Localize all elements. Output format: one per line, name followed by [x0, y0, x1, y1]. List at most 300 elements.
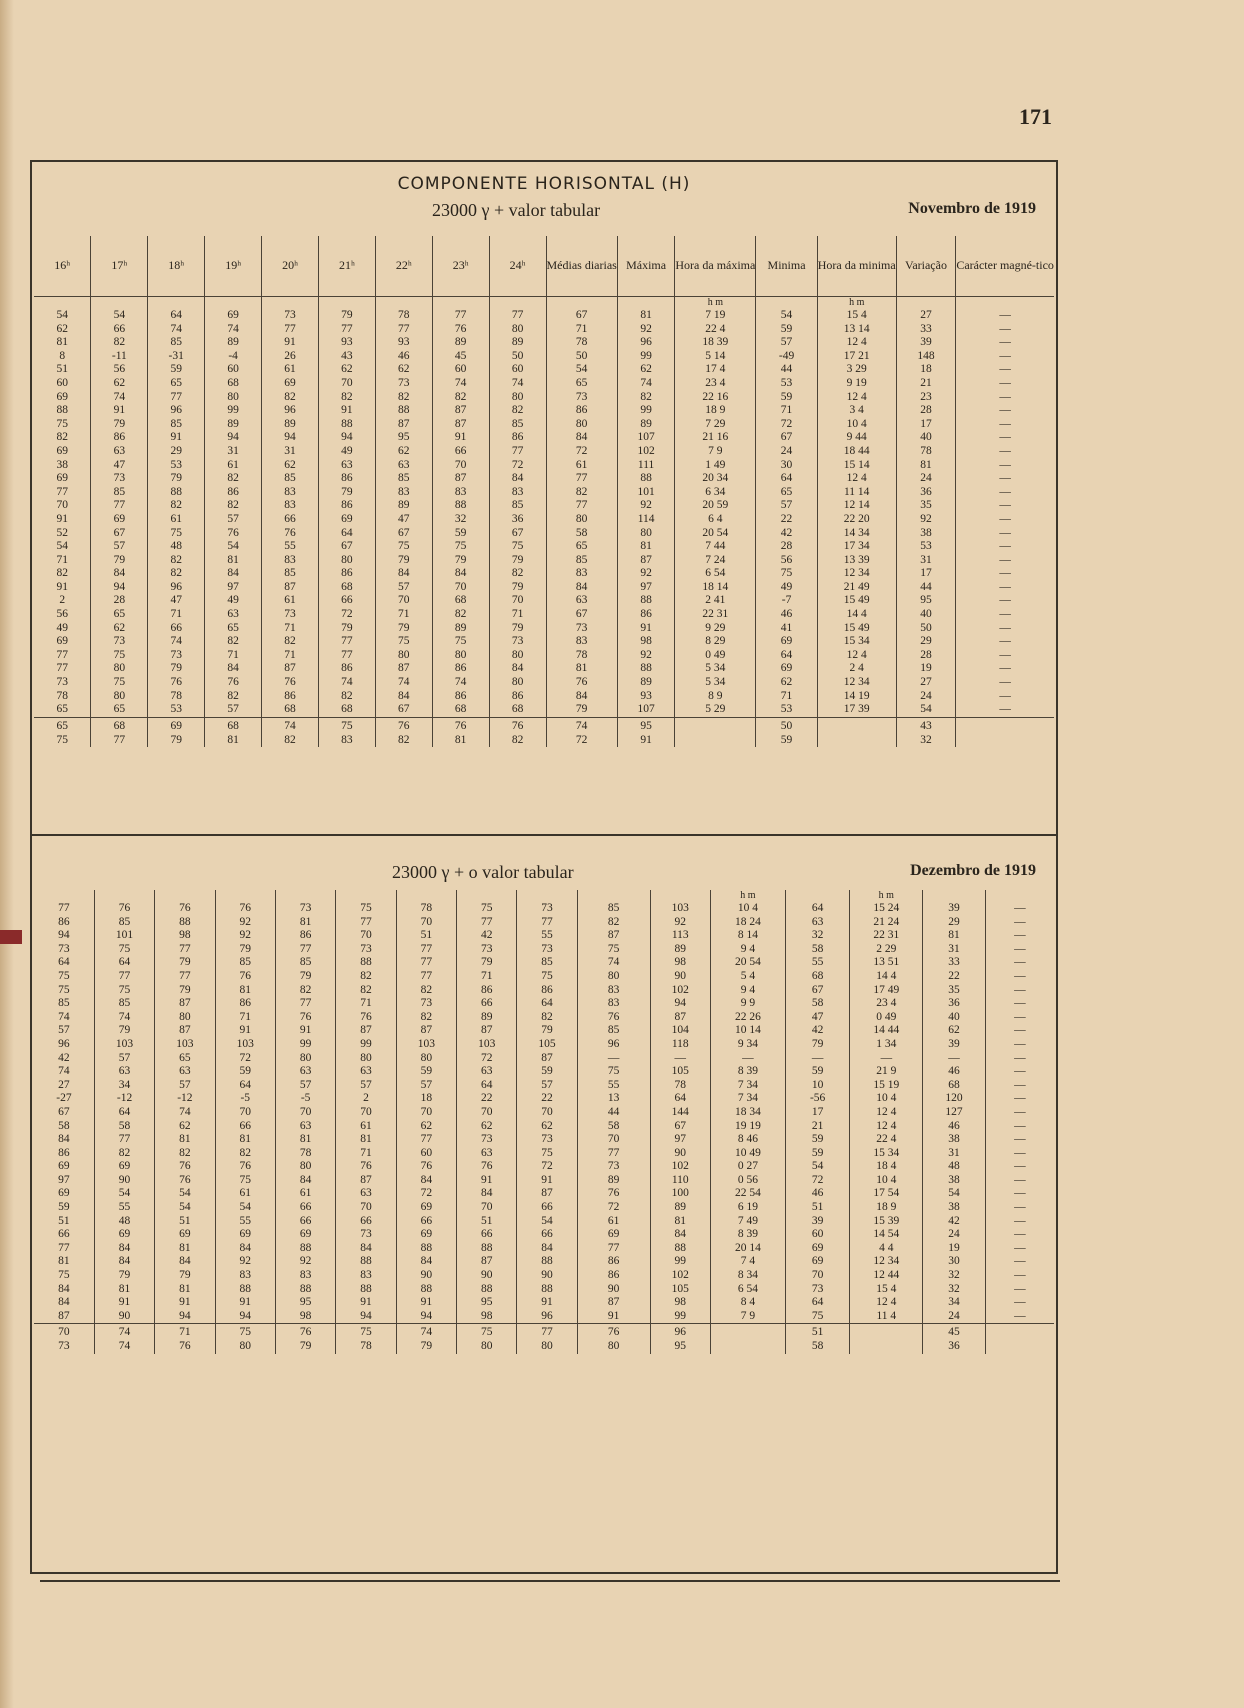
table-cell: 21 49: [817, 581, 896, 595]
table-cell: —: [985, 1255, 1054, 1269]
table-cell: 55: [517, 929, 577, 943]
table-cell: 80: [91, 662, 148, 676]
table-cell: 97: [650, 1133, 710, 1147]
table-cell: —: [956, 567, 1054, 581]
table-cell: 100: [650, 1187, 710, 1201]
table-cell: 12 4: [817, 649, 896, 663]
table-row: [34, 622, 1054, 636]
summary-cell: 80: [215, 1340, 275, 1354]
table-row: [34, 916, 1054, 930]
table-cell: 85: [517, 956, 577, 970]
table-cell: 89: [650, 943, 710, 957]
table-row: [34, 581, 1054, 595]
table-cell: 79: [155, 956, 215, 970]
table-cell: 79: [155, 984, 215, 998]
table-cell: 41: [756, 622, 817, 636]
table-cell: 79: [375, 554, 432, 568]
table-cell: 84: [432, 567, 489, 581]
table-cell: 81: [94, 1283, 154, 1297]
table-cell: 69: [56, 472, 68, 485]
table-cell: 74: [148, 635, 205, 649]
table-cell: 92: [896, 513, 956, 527]
table-cell: 83: [577, 997, 650, 1011]
summary-cell: 76: [489, 717, 546, 734]
table-cell: 78: [546, 649, 617, 663]
table-cell: 80: [91, 690, 148, 704]
table-cell: 40: [896, 608, 956, 622]
table-cell: 73: [58, 942, 70, 955]
table-cell: 91: [275, 1024, 335, 1038]
table-row: [34, 554, 1054, 568]
table-cell: 51: [58, 1214, 70, 1227]
table-row: [34, 445, 1054, 459]
table-cell: 54: [923, 1187, 985, 1201]
table-cell: 73: [275, 902, 335, 916]
table-cell: 103: [94, 1038, 154, 1052]
table-cell: 46: [923, 1065, 985, 1079]
table-cell: 87: [432, 472, 489, 486]
table-cell: 70: [375, 594, 432, 608]
table-cell: 85: [262, 472, 319, 486]
column-header: Carácter magné-tico: [956, 236, 1054, 297]
column-header: 20ʰ: [262, 236, 319, 297]
table-cell: —: [956, 527, 1054, 541]
table-cell: 80: [546, 418, 617, 432]
table-cell: 72: [546, 445, 617, 459]
table-cell: 63: [91, 445, 148, 459]
table-cell: 79: [91, 554, 148, 568]
table-cell: 69: [58, 1187, 70, 1200]
table-cell: 61: [205, 459, 262, 473]
column-header: 19ʰ: [205, 236, 262, 297]
table-cell: 97: [617, 581, 675, 595]
table-cell: 74: [617, 377, 675, 391]
table-cell: 77: [396, 1133, 456, 1147]
table-cell: 82: [205, 472, 262, 486]
table-cell: 85: [375, 472, 432, 486]
table-cell: 36: [923, 997, 985, 1011]
table-cell: 74: [432, 676, 489, 690]
table-cell: 74: [155, 1106, 215, 1120]
table-cell: 36: [896, 486, 956, 500]
table-cell: 87: [262, 662, 319, 676]
table-cell: 81: [275, 916, 335, 930]
table-cell: 79: [546, 703, 617, 717]
table-cell: 77: [396, 956, 456, 970]
table-cell: 87: [457, 1255, 517, 1269]
table-cell: 66: [262, 513, 319, 527]
table-cell: 80: [577, 970, 650, 984]
table-cell: 96: [148, 581, 205, 595]
table-cell: 87: [375, 418, 432, 432]
table-cell: 22 26: [710, 1011, 785, 1025]
table-cell: 85: [91, 486, 148, 500]
table-cell: 70: [336, 929, 396, 943]
table-cell: 66: [432, 445, 489, 459]
summary-row: [34, 1340, 1054, 1354]
table-cell: 88: [517, 1283, 577, 1297]
table-cell: 54: [785, 1160, 850, 1174]
table-cell: 63: [457, 1147, 517, 1161]
table-cell: —: [985, 1283, 1054, 1297]
table-cell: 69: [56, 390, 68, 403]
table-cell: 82: [205, 635, 262, 649]
table-cell: 88: [336, 956, 396, 970]
table-cell: 85: [577, 902, 650, 916]
table-cell: 22: [923, 970, 985, 984]
table-cell: 94: [205, 431, 262, 445]
table-cell: 14 34: [817, 527, 896, 541]
table-cell: 83: [336, 1269, 396, 1283]
unit-row: [34, 297, 1054, 310]
table-cell: 69: [56, 444, 68, 457]
table-cell: 7 9: [675, 445, 756, 459]
table-row: [34, 377, 1054, 391]
table-cell: 76: [215, 970, 275, 984]
table-cell: 18 34: [710, 1106, 785, 1120]
table-cell: 99: [617, 350, 675, 364]
table-cell: —: [956, 472, 1054, 486]
table-cell: 88: [617, 472, 675, 486]
table-cell: 74: [91, 391, 148, 405]
column-header: Hora da máxima: [675, 236, 756, 297]
table-cell: 86: [318, 472, 375, 486]
table-cell: 82: [318, 690, 375, 704]
table-cell: 30: [923, 1255, 985, 1269]
table-cell: 86: [489, 431, 546, 445]
table-cell: 127: [923, 1106, 985, 1120]
table-cell: 76: [155, 902, 215, 916]
table-cell: 62: [262, 459, 319, 473]
table-cell: -4: [205, 350, 262, 364]
table-cell: 6 54: [710, 1283, 785, 1297]
table-cell: 68: [432, 594, 489, 608]
table-cell: 77: [94, 1133, 154, 1147]
table-cell: 83: [546, 567, 617, 581]
table-cell: 22 31: [850, 929, 923, 943]
table-cell: 66: [457, 1228, 517, 1242]
table-cell: 79: [432, 554, 489, 568]
table-cell: 55: [94, 1201, 154, 1215]
table-cell: 69: [318, 513, 375, 527]
table-cell: 69: [91, 513, 148, 527]
table-cell: 14 44: [850, 1024, 923, 1038]
table-cell: 71: [756, 404, 817, 418]
table-cell: 82: [148, 567, 205, 581]
table-cell: 82: [517, 1011, 577, 1025]
table-cell: 5 34: [675, 676, 756, 690]
table-cell: 57: [155, 1079, 215, 1093]
table-row: [34, 635, 1054, 649]
summary-cell: 43: [896, 717, 956, 734]
table-cell: 74: [318, 676, 375, 690]
table-cell: 77: [489, 445, 546, 459]
table-cell: 71: [262, 649, 319, 663]
table-cell: 77: [577, 1242, 650, 1256]
table-cell: 91: [148, 431, 205, 445]
table-cell: 103: [215, 1038, 275, 1052]
table-cell: 87: [432, 404, 489, 418]
table-cell: 57: [205, 513, 262, 527]
table-cell: —: [956, 703, 1054, 717]
table-cell: 79: [215, 943, 275, 957]
table-cell: 10 4: [850, 1174, 923, 1188]
table-cell: 84: [205, 662, 262, 676]
table-cell: —: [985, 1092, 1054, 1106]
table-cell: 85: [148, 418, 205, 432]
table-cell: 82: [489, 404, 546, 418]
table-cell: 91: [262, 336, 319, 350]
table-cell: 70: [457, 1106, 517, 1120]
table-cell: 2: [59, 594, 66, 607]
section-divider: [32, 834, 1056, 836]
table-cell: 88: [457, 1283, 517, 1297]
table-cell: —: [956, 323, 1054, 337]
table-cell: 83: [432, 486, 489, 500]
table-row: [34, 1133, 1054, 1147]
table-cell: 62: [91, 622, 148, 636]
column-header: 23ʰ: [432, 236, 489, 297]
table-cell: 90: [517, 1269, 577, 1283]
table-cell: 86: [91, 431, 148, 445]
table-cell: 62: [318, 363, 375, 377]
summary-cell: 79: [148, 734, 205, 748]
table-cell: 15 39: [850, 1215, 923, 1229]
table-cell: 45: [432, 350, 489, 364]
summary-cell: 77: [517, 1324, 577, 1341]
table-cell: 76: [336, 1011, 396, 1025]
table-cell: 68: [785, 970, 850, 984]
table-cell: 76: [262, 676, 319, 690]
table-cell: 86: [517, 984, 577, 998]
table-cell: 49: [205, 594, 262, 608]
table-cell: —: [985, 1024, 1054, 1038]
table-cell: 48: [94, 1215, 154, 1229]
summary-cell: 76: [432, 717, 489, 734]
table-cell: 95: [375, 431, 432, 445]
table-cell: 92: [650, 916, 710, 930]
table-cell: 88: [617, 662, 675, 676]
table-cell: 84: [489, 472, 546, 486]
table-cell: 74: [489, 377, 546, 391]
summary-cell: [985, 1324, 1054, 1341]
table-cell: 78: [650, 1079, 710, 1093]
table-cell: 96: [577, 1038, 650, 1052]
table-cell: 96: [148, 404, 205, 418]
table-cell: 40: [923, 1011, 985, 1025]
table-cell: 84: [546, 431, 617, 445]
table-cell: 50: [489, 350, 546, 364]
table-cell: 89: [262, 418, 319, 432]
table-cell: —: [985, 902, 1054, 916]
table-cell: 74: [94, 1011, 154, 1025]
table-cell: -31: [148, 350, 205, 364]
table-cell: 66: [318, 594, 375, 608]
table-cell: 67: [546, 309, 617, 323]
summary-cell: 59: [756, 734, 817, 748]
table-cell: 22 4: [675, 323, 756, 337]
table-cell: 57: [336, 1079, 396, 1093]
december-subtitle: 23000 γ + o valor tabular: [392, 862, 574, 882]
table-cell: 57: [275, 1079, 335, 1093]
table-cell: 54: [155, 1187, 215, 1201]
table-cell: 29: [923, 916, 985, 930]
table-cell: 57: [205, 703, 262, 717]
table-cell: 27: [58, 1078, 70, 1091]
table-cell: 61: [546, 459, 617, 473]
table-cell: 86: [205, 486, 262, 500]
table-cell: 6 54: [675, 567, 756, 581]
table-row: [34, 1228, 1054, 1242]
table-cell: 95: [896, 594, 956, 608]
table-cell: —: [956, 445, 1054, 459]
table-cell: —: [985, 916, 1054, 930]
table-cell: 87: [375, 662, 432, 676]
table-cell: 81: [896, 459, 956, 473]
table-cell: 76: [155, 1160, 215, 1174]
table-cell: 77: [148, 391, 205, 405]
table-cell: 79: [275, 970, 335, 984]
table-cell: 89: [432, 336, 489, 350]
table-cell: 86: [318, 567, 375, 581]
table-cell: —: [956, 363, 1054, 377]
summary-cell: 83: [318, 734, 375, 748]
table-cell: 79: [91, 418, 148, 432]
table-cell: 54: [896, 703, 956, 717]
table-cell: 11 4: [850, 1310, 923, 1324]
page-number: 171: [1019, 104, 1052, 129]
summary-cell: 69: [148, 717, 205, 734]
table-cell: 46: [375, 350, 432, 364]
table-cell: 80: [617, 527, 675, 541]
table-cell: 32: [785, 929, 850, 943]
table-cell: 88: [432, 499, 489, 513]
summary-cell: 75: [457, 1324, 517, 1341]
table-cell: 62: [517, 1120, 577, 1134]
summary-cell: 74: [396, 1324, 456, 1341]
table-row: [34, 1201, 1054, 1215]
table-cell: —: [985, 943, 1054, 957]
table-cell: 87: [650, 1011, 710, 1025]
table-cell: 63: [785, 916, 850, 930]
table-cell: 57: [58, 1024, 70, 1037]
table-cell: 51: [785, 1201, 850, 1215]
table-row: [34, 649, 1054, 663]
table-cell: 10 14: [710, 1024, 785, 1038]
table-cell: 79: [155, 1269, 215, 1283]
table-cell: 76: [94, 902, 154, 916]
table-cell: 84: [58, 1133, 70, 1146]
table-cell: 69: [94, 1228, 154, 1242]
table-cell: 84: [546, 581, 617, 595]
summary-cell: 71: [155, 1324, 215, 1341]
table-cell: 74: [148, 323, 205, 337]
table-cell: 73: [91, 472, 148, 486]
table-cell: 0 49: [850, 1011, 923, 1025]
table-cell: —: [956, 404, 1054, 418]
table-cell: 22: [517, 1092, 577, 1106]
table-cell: 64: [457, 1079, 517, 1093]
table-cell: 79: [489, 622, 546, 636]
table-cell: 71: [336, 997, 396, 1011]
table-cell: 85: [489, 499, 546, 513]
binding-thread: [0, 930, 22, 944]
table-cell: 69: [756, 635, 817, 649]
table-cell: 83: [546, 635, 617, 649]
table-cell: 81: [215, 984, 275, 998]
table-cell: 74: [205, 323, 262, 337]
table-cell: 71: [148, 608, 205, 622]
table-cell: 89: [375, 499, 432, 513]
table-cell: 104: [650, 1024, 710, 1038]
table-row: [34, 391, 1054, 405]
table-cell: 88: [275, 1283, 335, 1297]
table-row: [34, 404, 1054, 418]
table-cell: 33: [923, 956, 985, 970]
table-cell: 79: [489, 554, 546, 568]
table-cell: 67: [785, 984, 850, 998]
hour-minute-unit: h m: [850, 890, 923, 902]
table-cell: 81: [923, 929, 985, 943]
table-cell: 91: [155, 1296, 215, 1310]
table-cell: 85: [275, 956, 335, 970]
table-cell: 66: [457, 997, 517, 1011]
table-cell: 12 34: [817, 676, 896, 690]
table-cell: 60: [432, 363, 489, 377]
table-row: [34, 997, 1054, 1011]
table-cell: 54: [756, 309, 817, 323]
table-cell: 53: [896, 540, 956, 554]
table-cell: —: [985, 1269, 1054, 1283]
table-cell: 75: [375, 540, 432, 554]
table-cell: -5: [215, 1092, 275, 1106]
table-cell: 92: [215, 1255, 275, 1269]
table-row: [34, 527, 1054, 541]
summary-cell: [675, 734, 756, 748]
table-cell: 79: [148, 472, 205, 486]
table-cell: 91: [56, 512, 68, 525]
table-cell: -27: [56, 1092, 72, 1105]
table-cell: 76: [546, 676, 617, 690]
hour-minute-unit: h m: [675, 297, 756, 310]
table-cell: 91: [396, 1296, 456, 1310]
table-cell: 76: [577, 1011, 650, 1025]
table-cell: 9 44: [817, 431, 896, 445]
table-cell: 96: [262, 404, 319, 418]
table-cell: 75: [785, 1310, 850, 1324]
table-row: [34, 513, 1054, 527]
summary-cell: 68: [205, 717, 262, 734]
summary-cell: 82: [262, 734, 319, 748]
table-cell: 72: [215, 1052, 275, 1066]
table-cell: 61: [148, 513, 205, 527]
table-row: [34, 1120, 1054, 1134]
table-cell: 86: [489, 690, 546, 704]
table-cell: 20 59: [675, 499, 756, 513]
table-cell: 14 4: [850, 970, 923, 984]
table-cell: 92: [617, 567, 675, 581]
table-cell: 77: [396, 970, 456, 984]
table-cell: 78: [396, 902, 456, 916]
table-cell: 18 9: [675, 404, 756, 418]
table-cell: 22: [756, 513, 817, 527]
table-cell: 73: [517, 1133, 577, 1147]
table-cell: 77: [546, 499, 617, 513]
table-cell: 84: [215, 1242, 275, 1256]
summary-cell: 74: [94, 1340, 154, 1354]
bottom-rule: [40, 1580, 1060, 1582]
table-cell: 85: [489, 418, 546, 432]
